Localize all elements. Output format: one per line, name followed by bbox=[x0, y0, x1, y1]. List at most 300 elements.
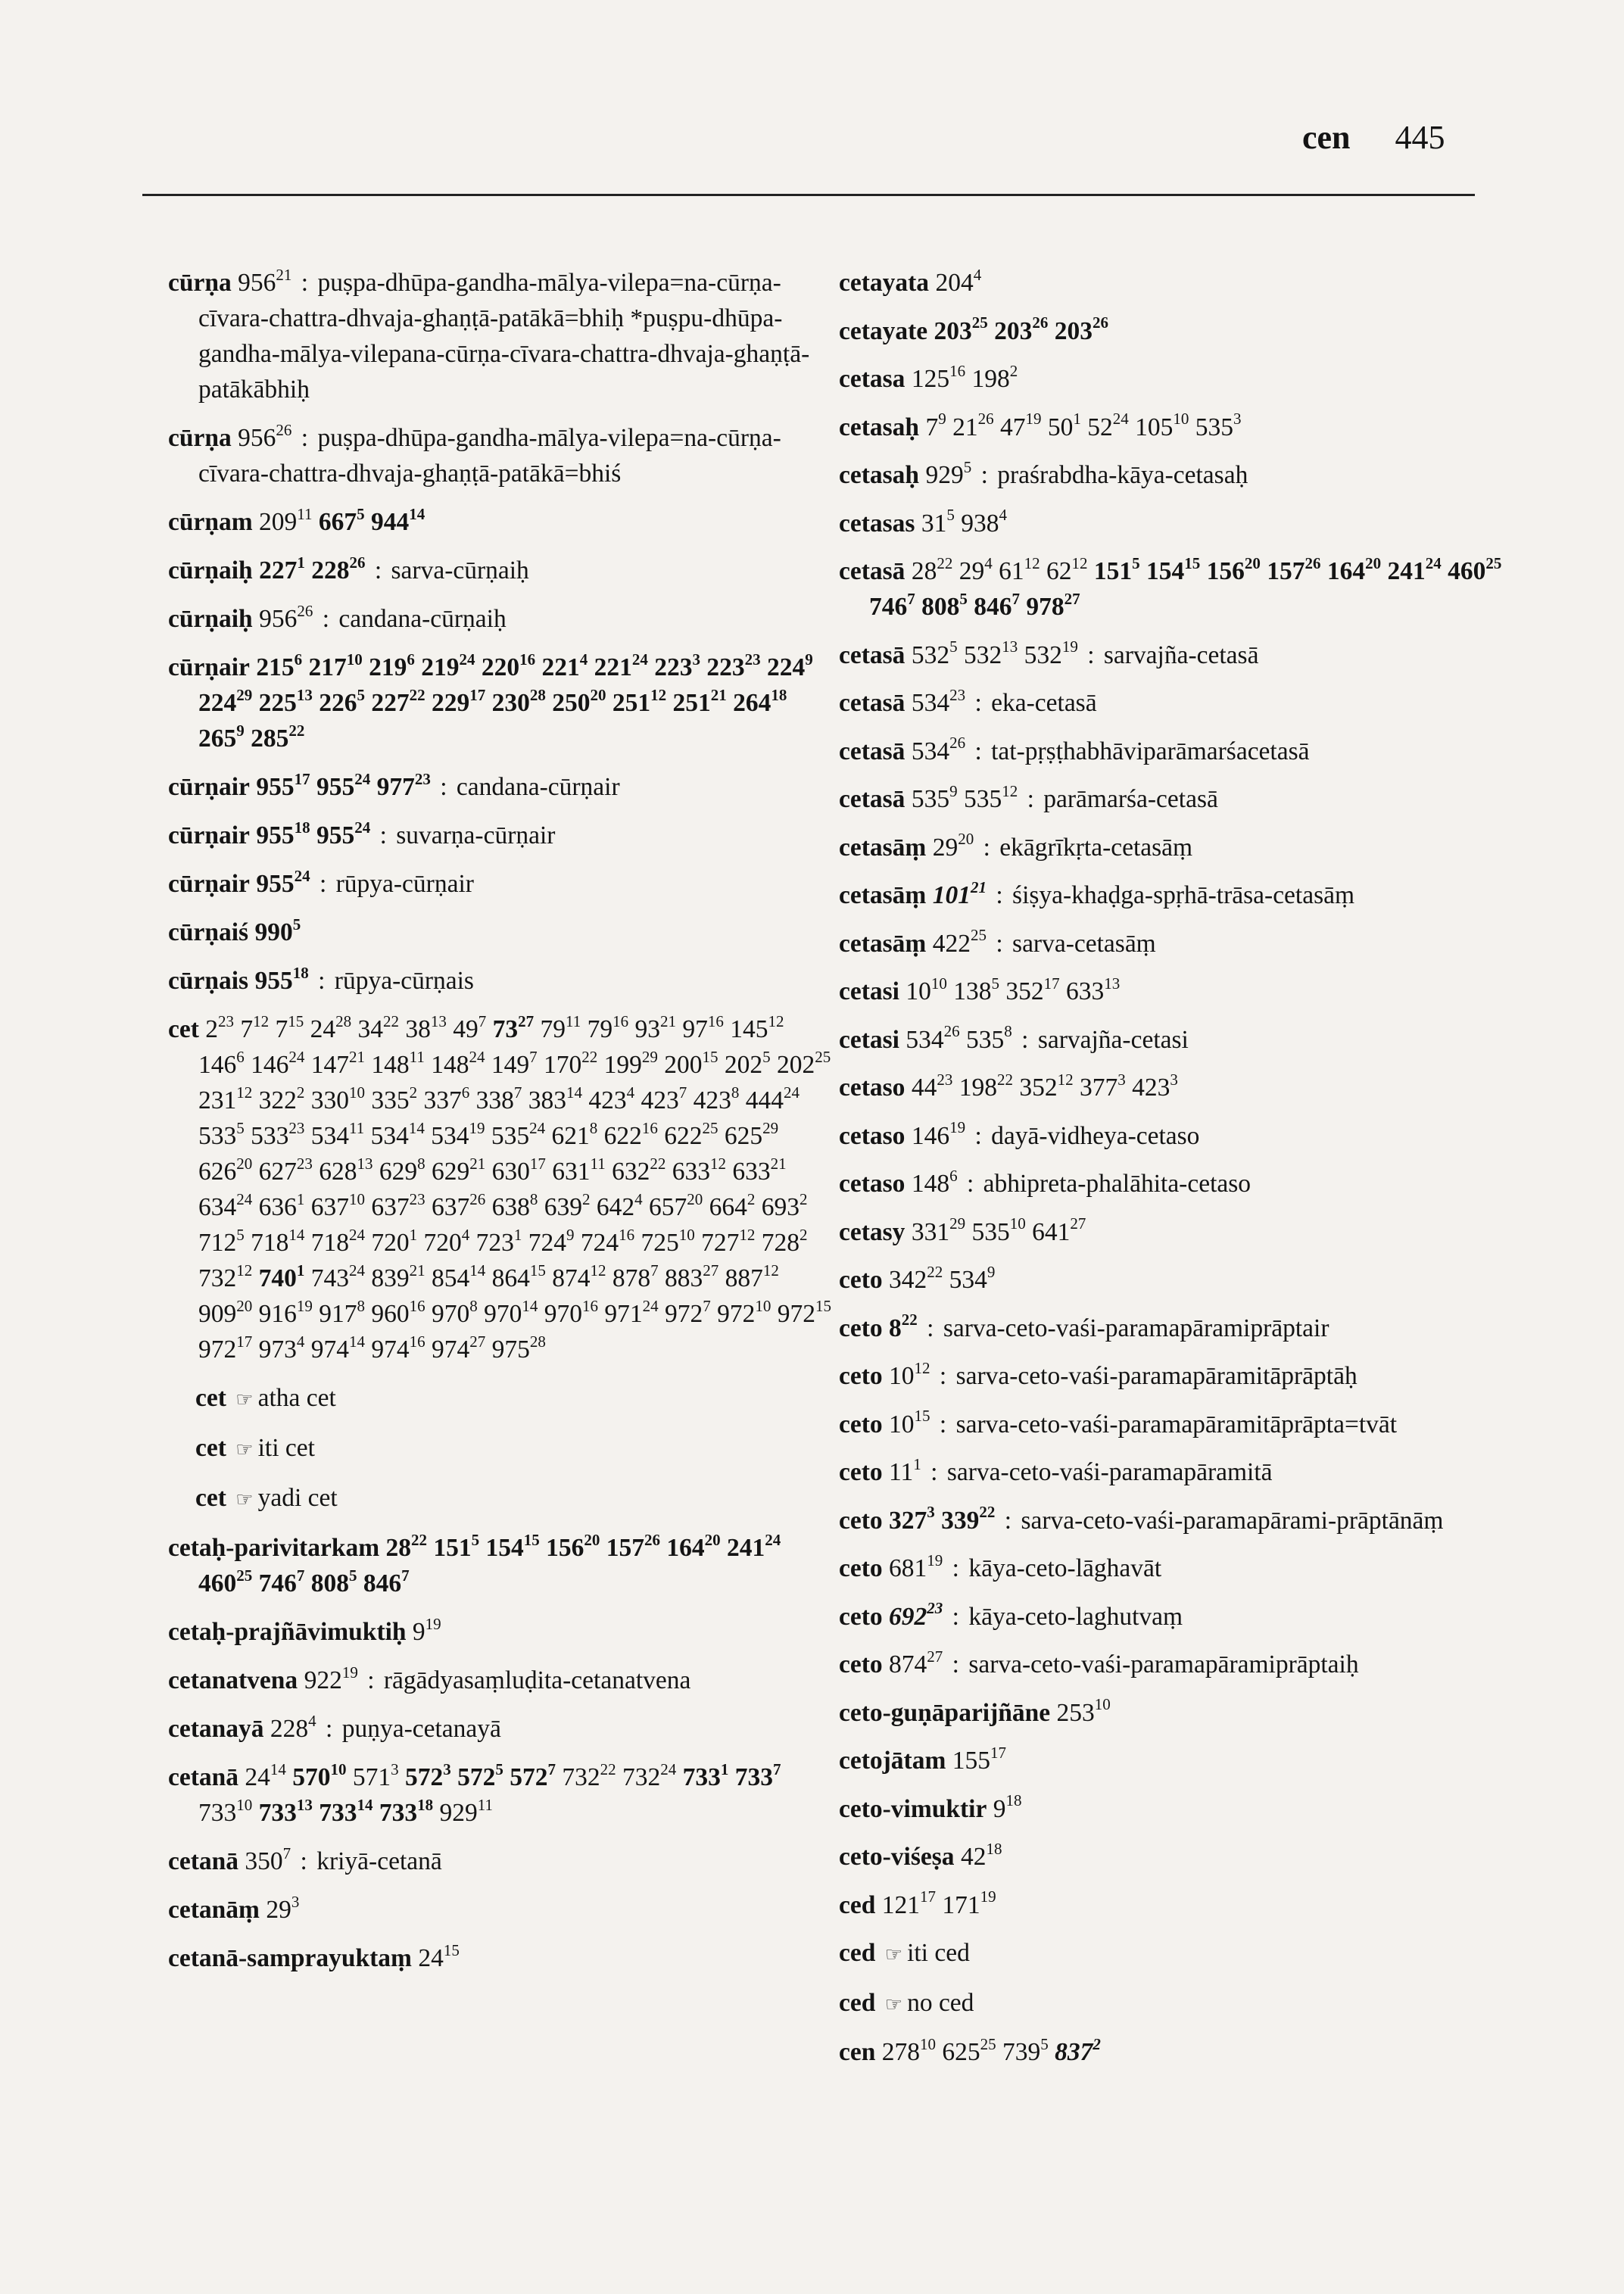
locator: $681^{19}$ bbox=[889, 1551, 943, 1582]
compound-form: sarva-ceto-vaśi-paramapārami-prāptānāṃ bbox=[1021, 1506, 1444, 1535]
locator-line: 10 bbox=[349, 1189, 365, 1208]
locator: $219^6$ bbox=[369, 650, 415, 681]
locator-line: 26 bbox=[349, 553, 366, 572]
locator: $21^{26}$ bbox=[952, 410, 994, 441]
locator: $732^{22}$ bbox=[562, 1759, 616, 1791]
colon-separator: : bbox=[996, 881, 1003, 909]
locator: $642^4$ bbox=[596, 1189, 643, 1221]
locator: $31^5$ bbox=[921, 506, 955, 538]
locator: $972^{10}$ bbox=[717, 1296, 771, 1328]
locator-line: 8 bbox=[731, 1083, 740, 1102]
locator: $10^{10}$ bbox=[906, 974, 947, 1005]
locator-line: 3 bbox=[1233, 410, 1242, 429]
locator-line: 2 bbox=[800, 1225, 808, 1244]
locator-line: 14 bbox=[357, 1795, 373, 1814]
index-entry bbox=[839, 685, 1520, 721]
locator: $29^3$ bbox=[266, 1892, 300, 1924]
locator-line: 20 bbox=[590, 685, 606, 704]
colon-separator: : bbox=[952, 1554, 959, 1582]
colon-separator: : bbox=[301, 269, 309, 297]
locator: $627^{23}$ bbox=[258, 1154, 313, 1186]
locator-line: 12 bbox=[914, 1358, 930, 1377]
locator: $342^{22}$ bbox=[889, 1262, 943, 1294]
locator-line: 12 bbox=[1071, 553, 1088, 572]
compound-form: candana-cūrṇair bbox=[456, 773, 620, 801]
locator: $47^{19}$ bbox=[999, 410, 1042, 441]
locator: $955^{18}$ bbox=[254, 963, 309, 995]
locator: $223^3$ bbox=[654, 650, 700, 681]
locator-line: 18 bbox=[986, 1839, 1002, 1858]
locator-line: 5 bbox=[946, 506, 955, 525]
locator: $978^{27}$ bbox=[1026, 589, 1080, 621]
locator: $972^{17}$ bbox=[198, 1332, 253, 1364]
locator-line: 23 bbox=[288, 1118, 305, 1137]
index-entry bbox=[839, 1647, 1520, 1682]
locator-line: 8 bbox=[469, 1296, 478, 1315]
locator-line: 10 bbox=[920, 2034, 936, 2053]
locator-line: 27 bbox=[518, 1011, 535, 1030]
colon-separator: : bbox=[322, 605, 330, 633]
locator-line: 16 bbox=[949, 361, 966, 380]
index-entry bbox=[839, 830, 1520, 865]
locator-line: 14 bbox=[566, 1083, 582, 1102]
locator: $221^4$ bbox=[541, 650, 588, 681]
locator: $2^{23}$ bbox=[205, 1011, 235, 1043]
locator: $909^{20}$ bbox=[198, 1296, 253, 1328]
locator: $887^{12}$ bbox=[725, 1261, 779, 1292]
locator-line: 10 bbox=[1173, 410, 1189, 429]
headword: ceto-viśeṣa bbox=[839, 1843, 955, 1871]
headword: cetaḥ-prajñāvimuktiḥ bbox=[168, 1618, 407, 1646]
compound-form: sarva-ceto-vaśi-paramapāramiprāptair bbox=[943, 1314, 1329, 1342]
locator-line: 18 bbox=[417, 1795, 434, 1814]
locator: $955^{18}$ bbox=[256, 818, 310, 849]
headword: ceto bbox=[839, 1410, 883, 1438]
locator-line: 2 bbox=[582, 1189, 591, 1208]
locator-line: 12 bbox=[1024, 553, 1040, 572]
locator-line: 13 bbox=[430, 1011, 447, 1030]
locator: $629^8$ bbox=[379, 1154, 425, 1186]
locator: $157^{26}$ bbox=[1267, 553, 1321, 585]
locator-line: 12 bbox=[768, 1011, 784, 1030]
locator: $265^9$ bbox=[198, 721, 245, 753]
locator-line: 22 bbox=[600, 1759, 616, 1778]
locator: $956^{21}$ bbox=[238, 265, 292, 297]
locator-line: 7 bbox=[703, 1296, 711, 1315]
index-entry bbox=[839, 734, 1520, 769]
locator-line: 27 bbox=[703, 1261, 719, 1279]
locator: $224^9$ bbox=[766, 650, 813, 681]
locator-line: 14 bbox=[270, 1759, 286, 1778]
locator-line: 6 bbox=[461, 1083, 470, 1102]
index-entry bbox=[839, 637, 1520, 673]
headword: cetojātam bbox=[839, 1747, 946, 1775]
locator-line: 24 bbox=[354, 818, 371, 837]
locator-line: 25 bbox=[980, 2034, 996, 2053]
locator-line: 19 bbox=[341, 1663, 358, 1682]
locator-line: 27 bbox=[469, 1332, 486, 1351]
locator-line: 5 bbox=[357, 685, 365, 704]
headword: cetasy bbox=[839, 1217, 906, 1246]
compound-form: sarva-ceto-vaśi-paramapāramiprāptaiḥ bbox=[968, 1650, 1359, 1678]
colon-separator: : bbox=[974, 689, 982, 717]
locator: $970^{16}$ bbox=[544, 1296, 598, 1328]
locator: $970^{14}$ bbox=[484, 1296, 538, 1328]
locator-line: 7 bbox=[547, 1759, 556, 1778]
locator-line: 24 bbox=[236, 1189, 253, 1208]
locator: $955^{17}$ bbox=[256, 769, 310, 801]
locator: $285^{22}$ bbox=[251, 721, 305, 753]
headword: cetaḥ-parivitarkam bbox=[168, 1534, 380, 1562]
locator-line: 10 bbox=[330, 1759, 347, 1778]
locator-line: 24 bbox=[288, 1047, 305, 1066]
locator: $227^{22}$ bbox=[371, 685, 425, 717]
index-entry bbox=[168, 420, 834, 491]
locator: $733^1$ bbox=[682, 1759, 729, 1791]
locator: $241^{24}$ bbox=[726, 1530, 781, 1562]
index-entry bbox=[839, 1887, 1520, 1923]
headword: cet bbox=[195, 1484, 226, 1512]
index-entry bbox=[839, 1118, 1520, 1154]
index-entry bbox=[195, 1430, 834, 1467]
locator-line: 10 bbox=[1009, 1214, 1026, 1233]
locator: $29^4$ bbox=[959, 553, 993, 585]
pointing-hand-icon: ☞ bbox=[884, 1943, 903, 1965]
locator: $846^7$ bbox=[363, 1566, 410, 1597]
locator: $718^{14}$ bbox=[251, 1225, 305, 1257]
locator-line: 2 bbox=[296, 1083, 305, 1102]
headword: cūrṇa bbox=[168, 269, 232, 297]
locator: $532^{19}$ bbox=[1024, 637, 1078, 669]
locator: $322^2$ bbox=[258, 1083, 305, 1114]
headword: cūrṇa bbox=[168, 424, 232, 452]
locator-line: 7 bbox=[773, 1759, 781, 1778]
locator: $7^{15}$ bbox=[275, 1011, 304, 1043]
locator: $733^{14}$ bbox=[319, 1795, 373, 1827]
index-entry bbox=[839, 1070, 1520, 1105]
headword: cetasā bbox=[839, 641, 906, 669]
locator-line: 25 bbox=[971, 313, 988, 332]
colon-separator: : bbox=[930, 1458, 938, 1486]
locator-line: 5 bbox=[349, 1566, 357, 1585]
locator-line: 9 bbox=[949, 781, 958, 800]
locator-line: 12 bbox=[236, 1261, 253, 1279]
locator-line: 2 bbox=[1009, 361, 1018, 380]
locator-line: 10 bbox=[346, 650, 363, 669]
headword: cetasas bbox=[839, 509, 915, 538]
locator: $93^{21}$ bbox=[634, 1011, 677, 1043]
compound-form: sarva-ceto-vaśi-paramapāramitāprāptāḥ bbox=[955, 1362, 1357, 1390]
locator: $352^{17}$ bbox=[1005, 974, 1060, 1005]
locator-line: 6 bbox=[236, 1047, 245, 1066]
locator-line: 21 bbox=[469, 1154, 486, 1173]
index-entry bbox=[839, 361, 1520, 397]
locator: $339^{22}$ bbox=[941, 1503, 996, 1535]
locator-line: 23 bbox=[937, 1070, 953, 1089]
locator-line: 10 bbox=[349, 1083, 365, 1102]
locator: $264^{18}$ bbox=[733, 685, 787, 717]
locator: $854^{14}$ bbox=[432, 1261, 486, 1292]
index-entry bbox=[839, 1454, 1520, 1490]
locator-line: 22 bbox=[901, 1311, 918, 1329]
locator-line: 28 bbox=[335, 1011, 352, 1030]
index-entry bbox=[168, 504, 834, 540]
locator-line: 26 bbox=[1304, 553, 1321, 572]
locator-line: 20 bbox=[1365, 553, 1382, 572]
locator: $157^{26}$ bbox=[606, 1530, 660, 1562]
index-entry bbox=[168, 769, 834, 805]
headword: cūrṇais bbox=[168, 967, 249, 995]
index-entry bbox=[839, 974, 1520, 1009]
locator-line: 23 bbox=[296, 1154, 313, 1173]
locator-line: 14 bbox=[469, 1261, 486, 1279]
locator-line: 5 bbox=[292, 915, 301, 933]
locator-line: 16 bbox=[519, 650, 536, 669]
locator-line: 10 bbox=[930, 974, 947, 993]
locator-line: 27 bbox=[927, 1647, 943, 1666]
compound-form: sarva-cetasāṃ bbox=[1012, 929, 1156, 958]
locator-line: 15 bbox=[914, 1407, 930, 1426]
locator: $49^7$ bbox=[453, 1011, 487, 1043]
locator: $221^{24}$ bbox=[594, 650, 648, 681]
index-entry bbox=[168, 265, 834, 407]
locator: $572^5$ bbox=[457, 1759, 503, 1791]
locator: $52^{24}$ bbox=[1087, 410, 1129, 441]
locator: $956^{26}$ bbox=[259, 601, 313, 633]
locator: $637^{10}$ bbox=[310, 1189, 365, 1221]
compound-form: ekāgrīkṛta-cetasāṃ bbox=[999, 833, 1193, 862]
locator: $423^7$ bbox=[641, 1083, 687, 1114]
locator: $203^{26}$ bbox=[994, 313, 1049, 345]
locator: $667^5$ bbox=[318, 504, 365, 536]
locator: $916^{19}$ bbox=[258, 1296, 313, 1328]
headword: ced bbox=[839, 1939, 876, 1967]
headword: cetasā bbox=[839, 557, 906, 585]
locator-line: 26 bbox=[644, 1530, 660, 1549]
locator: $230^{28}$ bbox=[491, 685, 546, 717]
locator-line: 21 bbox=[409, 1261, 425, 1279]
locator: $955^{24}$ bbox=[256, 866, 310, 898]
locator: $146^{24}$ bbox=[251, 1047, 305, 1079]
locator-line: 18 bbox=[294, 818, 310, 837]
locator: $423^3$ bbox=[1132, 1070, 1178, 1102]
locator: $622^{16}$ bbox=[603, 1118, 658, 1150]
locator-line: 3 bbox=[1170, 1070, 1178, 1089]
locator-line: 24 bbox=[642, 1296, 659, 1315]
locator-line: 14 bbox=[522, 1296, 538, 1315]
locator-line: 11 bbox=[590, 1154, 606, 1173]
locator: $220^{16}$ bbox=[481, 650, 536, 681]
locator-line: 29 bbox=[762, 1118, 779, 1137]
locator: $38^{13}$ bbox=[405, 1011, 447, 1043]
locator-line: 19 bbox=[469, 1118, 485, 1137]
locator-line: 4 bbox=[579, 650, 588, 669]
locator: $330^{10}$ bbox=[310, 1083, 365, 1114]
locator: $572^3$ bbox=[405, 1759, 451, 1791]
locator: $8^{22}$ bbox=[889, 1311, 918, 1342]
locator-line: 10 bbox=[678, 1225, 695, 1244]
headword: cūrṇair bbox=[168, 870, 250, 898]
locator-line: 8 bbox=[1004, 1022, 1012, 1041]
compound-form: rūpya-cūrṇair bbox=[335, 870, 474, 898]
locator: $629^{21}$ bbox=[432, 1154, 486, 1186]
locator-line: 14 bbox=[349, 1332, 365, 1351]
locator-line: 5 bbox=[357, 504, 365, 523]
locator-line: 4 bbox=[296, 1332, 305, 1351]
locator: $422^{25}$ bbox=[932, 926, 987, 958]
index-entry bbox=[839, 1503, 1520, 1538]
locator: $917^8$ bbox=[319, 1296, 365, 1328]
locator-line: 9 bbox=[236, 721, 245, 740]
locator: $250^{20}$ bbox=[552, 685, 606, 717]
locator: $200^{15}$ bbox=[664, 1047, 718, 1079]
locator: $626^{20}$ bbox=[198, 1154, 253, 1186]
locator: $746^7$ bbox=[869, 589, 915, 621]
locator-line: 22 bbox=[581, 1047, 598, 1066]
locator-line: 5 bbox=[959, 589, 968, 608]
locator: $632^{22}$ bbox=[612, 1154, 666, 1186]
locator-line: 7 bbox=[296, 1566, 305, 1585]
locator-line: 4 bbox=[461, 1225, 470, 1244]
locator: $724^9$ bbox=[528, 1225, 575, 1257]
locator-line: 9 bbox=[938, 410, 946, 429]
colon-separator: : bbox=[927, 1314, 934, 1342]
locator-line: 24 bbox=[1425, 553, 1442, 572]
locator-line: 21 bbox=[970, 877, 987, 896]
locator-line: 21 bbox=[276, 265, 292, 284]
locator: $198^{22}$ bbox=[959, 1070, 1013, 1102]
locator-line: 21 bbox=[349, 1047, 365, 1066]
headword: cetanā-samprayuktaṃ bbox=[168, 1944, 412, 1972]
headword: cet bbox=[168, 1015, 199, 1043]
headword: cetasi bbox=[839, 1025, 899, 1054]
locator-line: 15 bbox=[523, 1530, 540, 1549]
locator-line: 20 bbox=[1244, 553, 1261, 572]
locator: $938^4$ bbox=[961, 506, 1007, 538]
index-entry bbox=[839, 553, 1520, 625]
locator-line: 20 bbox=[687, 1189, 703, 1208]
locator: $972^{15}$ bbox=[777, 1296, 831, 1328]
headword: cetanā bbox=[168, 1763, 239, 1791]
locator-line: 3 bbox=[1117, 1070, 1126, 1089]
locator-line: 24 bbox=[294, 866, 310, 885]
index-entry bbox=[839, 1839, 1520, 1875]
headword: cūrṇair bbox=[168, 653, 250, 681]
compound-form: parāmarśa-cetasā bbox=[1043, 785, 1218, 813]
locator-line: 1 bbox=[1073, 410, 1081, 429]
locator-line: 16 bbox=[582, 1296, 598, 1315]
locator-line: 15 bbox=[443, 1940, 460, 1959]
locator-line: 1 bbox=[913, 1454, 921, 1473]
locator-line: 20 bbox=[236, 1154, 253, 1173]
locator: $229^{17}$ bbox=[432, 685, 486, 717]
locator: $61^{12}$ bbox=[999, 553, 1040, 585]
locator-line: 17 bbox=[920, 1887, 936, 1906]
locator: $739^5$ bbox=[1002, 2034, 1049, 2066]
locator: $278^{10}$ bbox=[881, 2034, 936, 2066]
colon-separator: : bbox=[1087, 641, 1095, 669]
locator: $633^{21}$ bbox=[732, 1154, 787, 1186]
headword: cetaso bbox=[839, 1121, 906, 1150]
locator: $79^{11}$ bbox=[540, 1011, 581, 1043]
index-entry bbox=[195, 1480, 834, 1517]
locator: $423^4$ bbox=[588, 1083, 635, 1114]
locator: $460^{25}$ bbox=[1448, 553, 1502, 585]
compound-form: kāya-ceto-lāghavāt bbox=[968, 1554, 1162, 1582]
locator-line: 5 bbox=[471, 1530, 480, 1549]
locator: $846^7$ bbox=[974, 589, 1020, 621]
locator-line: 25 bbox=[970, 926, 987, 945]
locator-line: 25 bbox=[1485, 553, 1502, 572]
index-entry bbox=[839, 457, 1520, 493]
locator-line: 24 bbox=[660, 1759, 677, 1778]
locator-line: 17 bbox=[294, 769, 310, 788]
headword: cetasaḥ bbox=[839, 461, 920, 489]
locator: $535^{10}$ bbox=[971, 1214, 1026, 1246]
locator: $534^{19}$ bbox=[431, 1118, 485, 1150]
index-entry bbox=[839, 1985, 1520, 2022]
locator-line: 12 bbox=[762, 1261, 779, 1279]
locator-line: 12 bbox=[739, 1225, 756, 1244]
locator-line: 19 bbox=[296, 1296, 313, 1315]
headword: ceto bbox=[839, 1554, 883, 1582]
locator-line: 26 bbox=[943, 1022, 960, 1041]
compound-form: abhipreta-phalāhita-cetaso bbox=[983, 1170, 1252, 1198]
compound-form: sarva-ceto-vaśi-paramapāramitā bbox=[946, 1458, 1273, 1486]
locator-line: 23 bbox=[414, 769, 431, 788]
locator-line: 12 bbox=[590, 1261, 606, 1279]
locator: $97^{16}$ bbox=[682, 1011, 724, 1043]
compound-form: sarva-ceto-vaśi-paramapāramitāprāpta=tvāt bbox=[955, 1410, 1398, 1438]
locator: $101^{21}$ bbox=[932, 877, 987, 909]
locator: $156^{20}$ bbox=[546, 1530, 600, 1562]
locator-line: 22 bbox=[650, 1154, 666, 1173]
index-entry bbox=[168, 1663, 834, 1698]
locator: $637^{23}$ bbox=[371, 1189, 425, 1221]
index-entry bbox=[168, 1530, 834, 1601]
locator-line: 26 bbox=[949, 734, 966, 753]
locator: $874^{27}$ bbox=[889, 1647, 943, 1678]
locator-line: 24 bbox=[349, 1261, 365, 1279]
locator: $641^{27}$ bbox=[1032, 1214, 1086, 1246]
locator: $24^{28}$ bbox=[310, 1011, 352, 1043]
locator-line: 22 bbox=[996, 1070, 1013, 1089]
locator: $944^{14}$ bbox=[371, 504, 425, 536]
locator-line: 16 bbox=[707, 1011, 724, 1030]
locator: $223^{23}$ bbox=[706, 650, 761, 681]
locator: $724^{16}$ bbox=[580, 1225, 635, 1257]
locator: $149^7$ bbox=[491, 1047, 538, 1079]
locator-line: 12 bbox=[1057, 1070, 1074, 1089]
locator: $146^6$ bbox=[198, 1047, 245, 1079]
index-entry bbox=[839, 2034, 1520, 2070]
headword: cet bbox=[195, 1384, 226, 1412]
locator: $138^5$ bbox=[953, 974, 999, 1005]
locator-line: 3 bbox=[443, 1759, 451, 1778]
locator: $634^{24}$ bbox=[198, 1189, 253, 1221]
index-entry bbox=[839, 781, 1520, 817]
locator: $251^{12}$ bbox=[612, 685, 667, 717]
colon-separator: : bbox=[939, 1410, 947, 1438]
headword: ceto bbox=[839, 1362, 883, 1390]
locator: $532^{13}$ bbox=[963, 637, 1018, 669]
locator-line: 5 bbox=[991, 974, 999, 993]
locator: $727^{12}$ bbox=[701, 1225, 756, 1257]
colon-separator: : bbox=[440, 773, 447, 801]
locator-line: 11 bbox=[349, 1118, 365, 1137]
locator-line: 7 bbox=[513, 1083, 522, 1102]
locator: $198^2$ bbox=[971, 361, 1018, 393]
